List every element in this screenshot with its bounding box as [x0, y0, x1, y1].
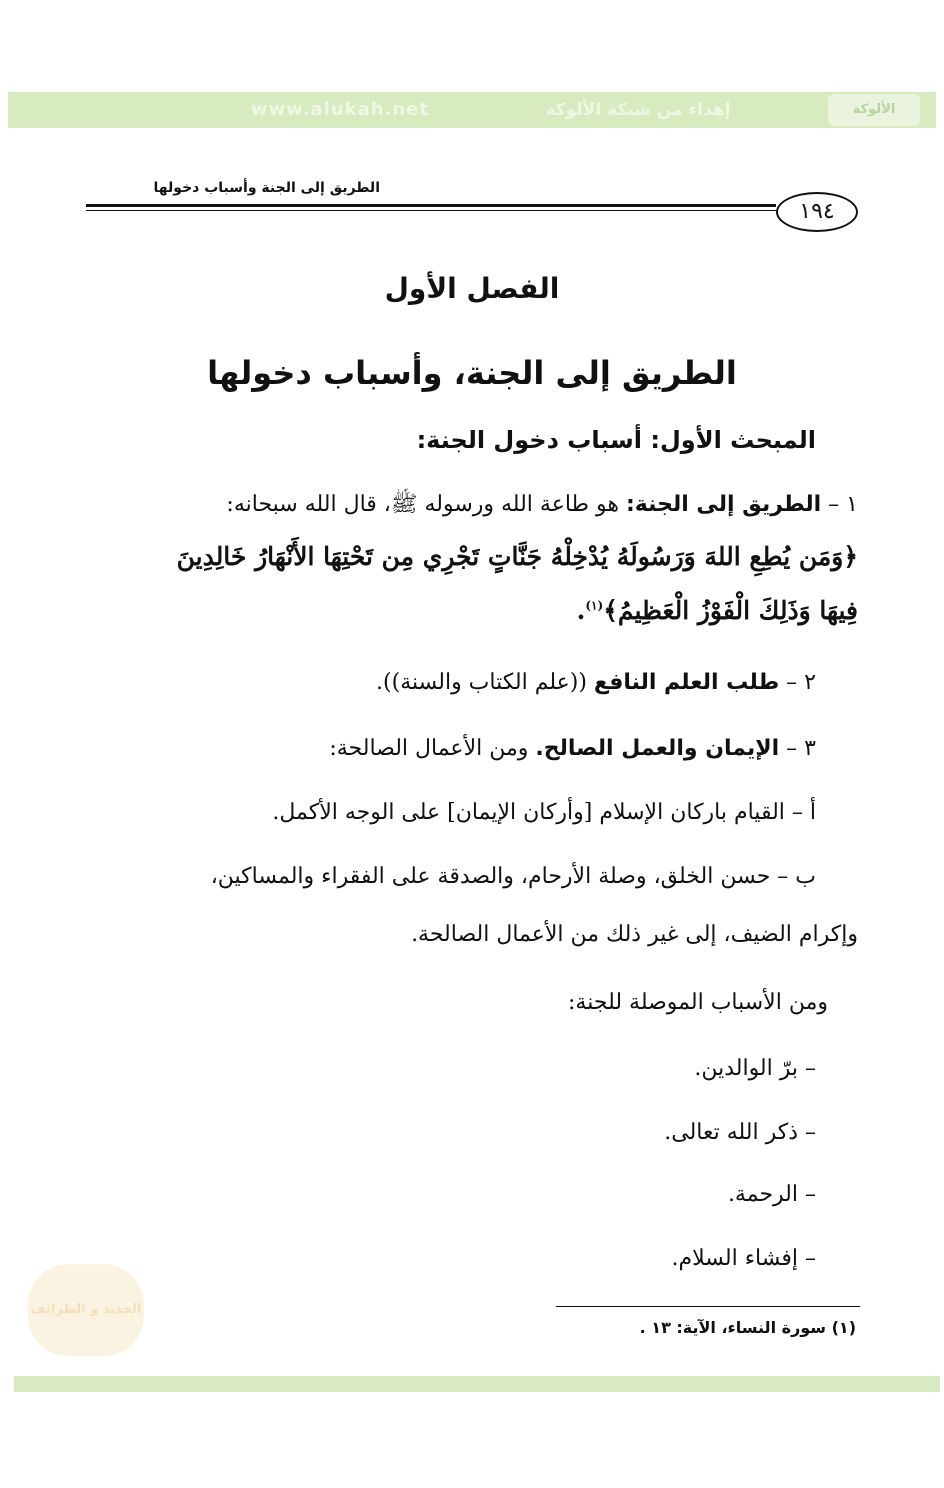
more-causes-intro: ومن الأسباب الموصلة للجنة:	[568, 990, 828, 1015]
list-item: – الرحمة.	[727, 1182, 816, 1207]
top-banner	[8, 92, 936, 128]
footnote-ref: (١)	[585, 598, 604, 613]
item-2-number: ٢ –	[786, 670, 816, 695]
bottom-bar	[14, 1376, 940, 1392]
page-title: الطريق إلى الجنة، وأسباب دخولها	[207, 354, 737, 392]
item-1	[226, 490, 858, 522]
item-3-bold: الإيمان والعمل الصالح.	[535, 736, 780, 761]
verse-period: .	[576, 596, 586, 625]
running-header: الطريق إلى الجنة وأسباب دخولها	[153, 180, 380, 196]
list-item: – برّ الوالدين.	[694, 1056, 816, 1081]
header-rule-thin	[86, 210, 776, 211]
banner-url: www.alukah.net	[250, 99, 430, 120]
banner-gift-text: إهداء من شبكة الألوكة	[545, 100, 731, 120]
item-2-text: ((علم الكتاب والسنة)).	[376, 670, 587, 695]
sub-item-a: أ – القيام باركان الإسلام [وأركان الإيمان] على الوجه الأكمل.	[272, 800, 816, 825]
list-item: – ذكر الله تعالى.	[664, 1120, 816, 1145]
page-number: ١٩٤	[776, 192, 858, 232]
footnote: (١) سورة النساء، الآية: ١٣ .	[639, 1318, 856, 1337]
chapter-heading: الفصل الأول	[384, 272, 560, 305]
item-3	[329, 736, 816, 761]
quran-verse-line-1: ﴿وَمَن يُطِعِ اللهَ وَرَسُولَهُ يُدْخِلْهُ جَنَّاتٍ تَجْرِي مِن تَحْتِهَا الأَنْهَارُ خَالِدِينَ	[176, 542, 858, 571]
item-3-text: ومن الأعمال الصالحة:	[329, 736, 529, 761]
list-item: – إفشاء السلام.	[671, 1246, 816, 1271]
section-heading: المبحث الأول: أسباب دخول الجنة:	[416, 426, 816, 454]
sub-item-b-line-2: وإكرام الضيف، إلى غير ذلك من الأعمال الصالحة.	[411, 922, 858, 947]
header-rule	[86, 204, 776, 207]
item-1-bold: الطريق إلى الجنة:	[626, 492, 822, 517]
quran-verse-end: فِيهَا وَذَلِكَ الْفَوْزُ الْعَظِيمُ﴾	[603, 596, 858, 625]
quran-verse-line-2	[577, 596, 858, 625]
item-2	[376, 670, 816, 695]
item-3-number: ٣ –	[786, 736, 816, 761]
footnote-rule	[556, 1306, 860, 1307]
sub-item-b-line-1: ب – حسن الخلق، وصلة الأرحام، والصدقة على الفقراء والمساكين،	[210, 864, 816, 889]
item-2-bold: طلب العلم النافع	[593, 670, 780, 695]
item-1-text: هو طاعة الله ورسوله ﷺ، قال الله سبحانه:	[226, 492, 619, 517]
watermark-logo: الجديد و الطرائف	[28, 1264, 144, 1356]
item-1-number: ١ –	[828, 492, 858, 517]
alukah-logo: الألوكة	[828, 94, 920, 126]
